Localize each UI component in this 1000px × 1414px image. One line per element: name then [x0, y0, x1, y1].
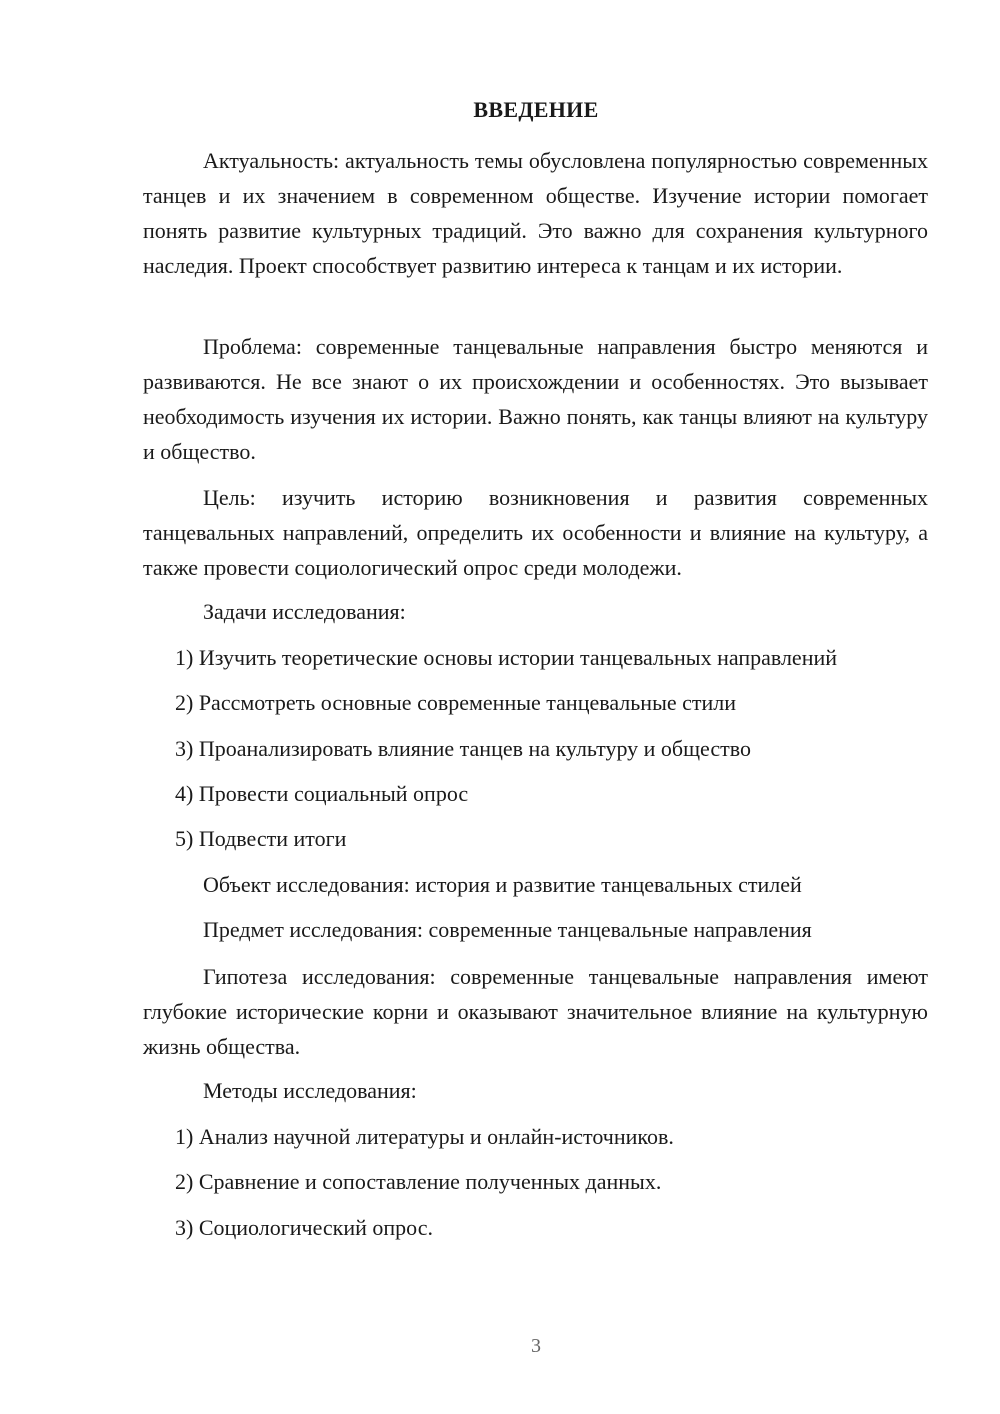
research-subject: Предмет исследования: современные танцевальные направления	[203, 917, 812, 942]
research-object: Объект исследования: история и развитие танцевальных стилей	[203, 872, 802, 897]
task-item: 1) Изучить теоретические основы истории танцевальных направлений	[175, 645, 838, 670]
relevance-paragraph: Актуальность: актуальность темы обусловлена популярностью современных танцев и их значением в современном обществе. Изучение истории помогает понять развитие культурных традиций. Это важно для сохранения культурного наследия. Проект способствует развитию интереса к танцам и их истории.	[143, 148, 928, 278]
section-title: ВВЕДЕНИЕ	[473, 97, 599, 122]
method-item: 2) Сравнение и сопоставление полученных данных.	[175, 1169, 662, 1194]
tasks-heading: Задачи исследования:	[203, 599, 406, 624]
task-item: 2) Рассмотреть основные современные танцевальные стили	[175, 690, 737, 715]
hypothesis-paragraph: Гипотеза исследования: современные танцевальные направления имеют глубокие исторические корни и оказывают значительное влияние на культурную жизнь общества.	[143, 964, 928, 1059]
methods-heading: Методы исследования:	[203, 1078, 417, 1103]
task-item: 4) Провести социальный опрос	[175, 781, 469, 806]
goal-paragraph: Цель: изучить историю возникновения и развития современных танцевальных направлений, определить их особенности и влияние на культуру, а также провести социологический опрос среди молодежи.	[143, 485, 928, 580]
task-item: 5) Подвести итоги	[175, 826, 347, 851]
method-item: 3) Социологический опрос.	[175, 1215, 433, 1240]
task-item: 3) Проанализировать влияние танцев на культуру и общество	[175, 736, 751, 761]
problem-paragraph: Проблема: современные танцевальные направления быстро меняются и развиваются. Не все знают о их происхождении и особенностях. Это вызывает необходимость изучения их истории. Важно понять, как танцы влияют на культуру и общество.	[143, 334, 928, 464]
method-item: 1) Анализ научной литературы и онлайн-источников.	[175, 1124, 674, 1149]
page-number: 3	[531, 1335, 541, 1357]
